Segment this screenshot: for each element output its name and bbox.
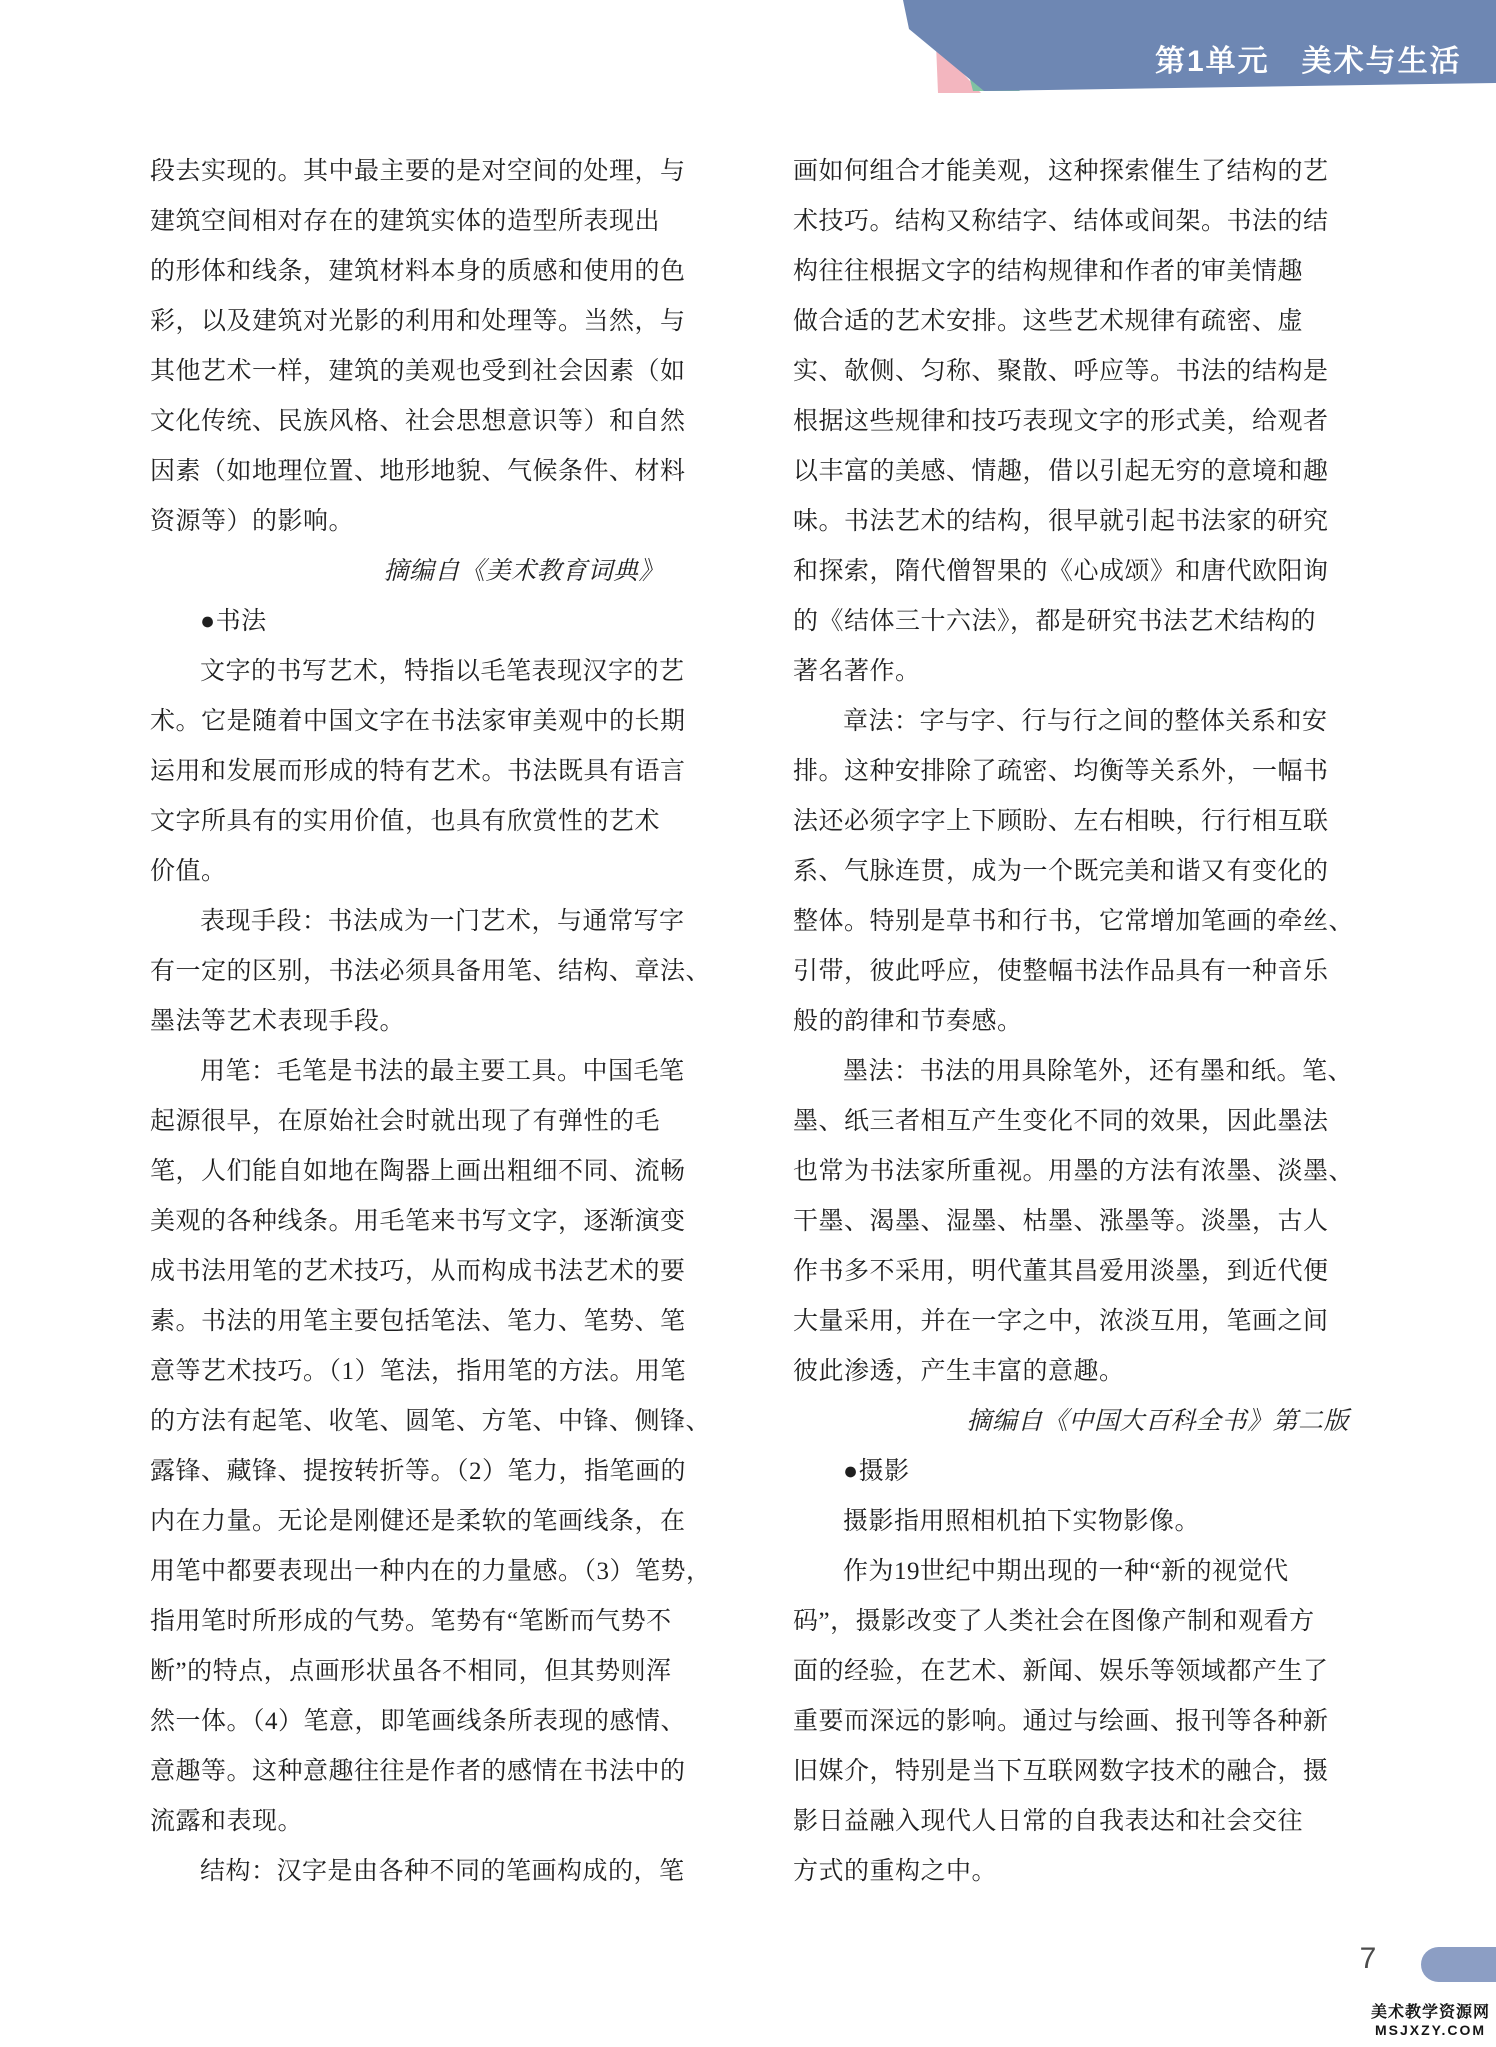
text-line: 墨法：书法的用具除笔外，还有墨和纸。笔、 [843,1058,1354,1085]
text-line: 也常为书法家所重视。用墨的方法有浓墨、淡墨、 [793,1158,1355,1185]
text-line: 文字的书写艺术，特指以毛笔表现汉字的艺 [200,658,685,685]
text-line: 术。它是随着中国文字在书法家审美观中的长期 [150,708,686,735]
text-line: 段去实现的。其中最主要的是对空间的处理，与 [150,158,686,185]
paragraph [793,1497,1349,1547]
text-line: ●书法 [200,608,267,635]
text-line: 其他艺术一样，建筑的美观也受到社会因素（如 [150,358,686,385]
text-line: 素。书法的用笔主要包括笔法、笔力、笔势、笔 [150,1308,686,1335]
page-number: 7 [1359,1942,1377,1975]
text-line: 表现手段：书法成为一门艺术，与通常写字 [200,908,685,935]
text-line: 的方法有起笔、收笔、圆笔、方笔、中锋、侧锋、 [150,1408,712,1435]
text-line: 文化传统、民族风格、社会思想意识等）和自然 [150,408,686,435]
text-column-right [793,147,1355,1897]
text-line: 成书法用笔的艺术技巧，从而构成书法艺术的要 [150,1258,686,1285]
text-line: 作为19世纪中期出现的一种“新的视觉代 [843,1558,1289,1585]
text-line: 码”，摄影改变了人类社会在图像产制和观看方 [793,1608,1315,1635]
section-heading [150,597,706,647]
text-line: 根据这些规律和技巧表现文字的形式美，给观者 [793,408,1329,435]
text-line: 摄影指用照相机拍下实物影像。 [843,1508,1201,1535]
text-line: 构往往根据文字的结构规律和作者的审美情趣 [793,258,1304,285]
paragraph [793,1547,1349,1897]
text-line: 建筑空间相对存在的建筑实体的造型所表现出 [150,208,661,235]
paragraph [150,1047,712,1847]
text-line: 流露和表现。 [150,1808,304,1835]
text-line: ●摄影 [843,1458,910,1485]
text-line: 做合适的艺术安排。这些艺术规律有疏密、虚 [793,308,1304,335]
attribution-line [150,547,706,597]
text-line: 露锋、藏锋、提按转折等。（2）笔力，指笔画的 [150,1458,687,1485]
watermark-site-name: 美术教学资源网 [1370,2004,1490,2021]
section-heading [793,1447,1349,1497]
attribution-line [793,1397,1349,1447]
paragraph [150,897,712,1047]
text-line: 笔，人们能自如地在陶器上画出粗细不同、流畅 [150,1158,686,1185]
paragraph [793,147,1349,697]
text-line: 的形体和线条，建筑材料本身的质感和使用的色 [150,258,686,285]
text-line: 摘编自《中国大百科全书》第二版 [966,1408,1349,1435]
text-line: 有一定的区别，书法必须具备用笔、结构、章法、 [150,958,712,985]
paragraph [150,1847,706,1897]
text-line: 摘编自《美术教育词典》 [383,558,664,585]
paragraph [793,1047,1355,1397]
text-line: 和探索，隋代僧智果的《心成颂》和唐代欧阳询 [793,558,1329,585]
text-line: 指用笔时所形成的气势。笔势有“笔断而气势不 [150,1608,672,1635]
text-line: 运用和发展而形成的特有艺术。书法既具有语言 [150,758,686,785]
text-line: 意等艺术技巧。（1）笔法，指用笔的方法。用笔 [150,1358,687,1385]
text-line: 文字所具有的实用价值，也具有欣赏性的艺术 [150,808,661,835]
text-line: 墨法等艺术表现手段。 [150,1008,406,1035]
text-line: 方式的重构之中。 [793,1858,998,1885]
text-line: 大量采用，并在一字之中，浓淡互用，笔画之间 [793,1308,1329,1335]
text-line: 以丰富的美感、情趣，借以引起无穷的意境和趣 [793,458,1329,485]
text-line: 系、气脉连贯，成为一个既完美和谐又有变化的 [793,858,1329,885]
text-line: 用笔中都要表现出一种内在的力量感。（3）笔势， [150,1558,712,1585]
text-line: 旧媒介，特别是当下互联网数字技术的融合，摄 [793,1758,1329,1785]
text-line: 排。这种安排除了疏密、均衡等关系外，一幅书 [793,758,1329,785]
text-line: 意趣等。这种意趣往往是作者的感情在书法中的 [150,1758,686,1785]
text-line: 重要而深远的影响。通过与绘画、报刊等各种新 [793,1708,1329,1735]
text-line: 般的韵律和节奏感。 [793,1008,1023,1035]
text-line: 整体。特别是草书和行书，它常增加笔画的牵丝、 [793,908,1355,935]
text-line: 彩，以及建筑对光影的利用和处理等。当然，与 [150,308,686,335]
text-line: 作书多不采用，明代董其昌爱用淡墨，到近代便 [793,1258,1329,1285]
text-line: 引带，彼此呼应，使整幅书法作品具有一种音乐 [793,958,1329,985]
text-line: 因素（如地理位置、地形地貌、气候条件、材料 [150,458,686,485]
paragraph [793,697,1355,1047]
paragraph [150,647,706,897]
text-line: 章法：字与字、行与行之间的整体关系和安 [843,708,1328,735]
watermark [1371,2004,1490,2038]
text-line: 资源等）的影响。 [150,508,355,535]
text-line: 彼此渗透，产生丰富的意趣。 [793,1358,1125,1385]
text-line: 面的经验，在艺术、新闻、娱乐等领域都产生了 [793,1658,1329,1685]
text-line: 影日益融入现代人日常的自我表达和社会交往 [793,1808,1304,1835]
text-line: 干墨、渴墨、湿墨、枯墨、涨墨等。淡墨，古人 [793,1208,1329,1235]
text-line: 美观的各种线条。用毛笔来书写文字，逐渐演变 [150,1208,686,1235]
unit-title: 第1单元 美术与生活 [1155,45,1462,78]
text-line: 味。书法艺术的结构，很早就引起书法家的研究 [793,508,1329,535]
text-line: 法还必须字字上下顾盼、左右相映，行行相互联 [793,808,1329,835]
paragraph [150,147,706,547]
text-line: 著名著作。 [793,658,921,685]
text-line: 实、欹侧、匀称、聚散、呼应等。书法的结构是 [793,358,1329,385]
text-line: 内在力量。无论是刚健还是柔软的笔画线条，在 [150,1508,686,1535]
text-line: 起源很早，在原始社会时就出现了有弹性的毛 [150,1108,661,1135]
text-line: 术技巧。结构又称结字、结体或间架。书法的结 [793,208,1329,235]
text-line: 的《结体三十六法》，都是研究书法艺术结构的 [793,608,1317,635]
text-line: 然一体。（4）笔意，即笔画线条所表现的感情、 [150,1708,687,1735]
text-line: 结构：汉字是由各种不同的笔画构成的，笔 [200,1858,685,1885]
text-line: 断”的特点，点画形状虽各不相同，但其势则浑 [150,1658,672,1685]
watermark-site-url: MSJXZY.COM [1374,2022,1486,2039]
page-number-tab-decoration [1421,1947,1496,1982]
text-column-left [150,147,712,1897]
text-line: 用笔：毛笔是书法的最主要工具。中国毛笔 [200,1058,685,1085]
text-line: 墨、纸三者相互产生变化不同的效果，因此墨法 [793,1108,1329,1135]
text-line: 价值。 [150,858,227,885]
text-line: 画如何组合才能美观，这种探索催生了结构的艺 [793,158,1329,185]
